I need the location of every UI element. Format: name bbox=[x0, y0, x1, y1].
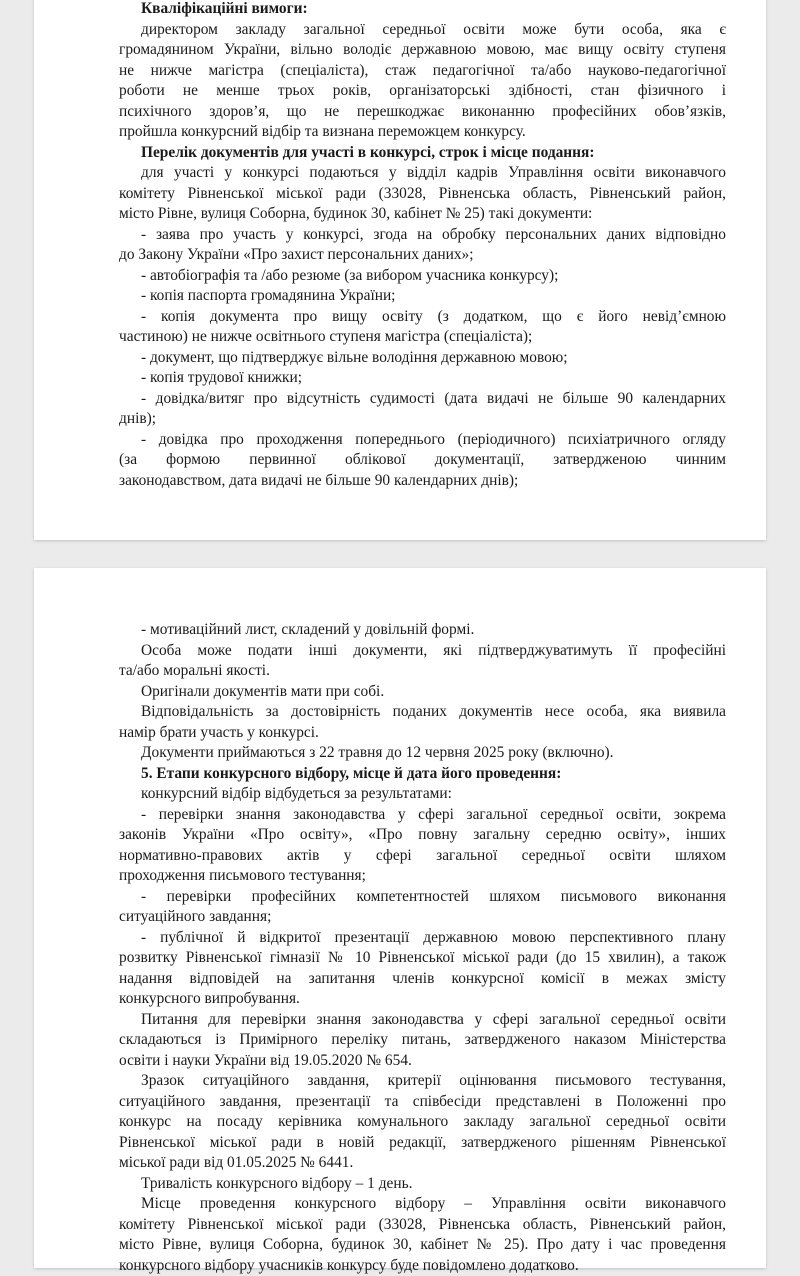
text-line: законодавством, дата видачі не більше 90 календарних днів); bbox=[119, 471, 726, 492]
text-line: - копія документа про вищу освіту (з додатком, що є його невід’ємною bbox=[119, 307, 726, 328]
text-line: - копія трудової книжки; bbox=[119, 368, 726, 389]
text-line: психічного здоров’я, що не перешкоджає виконанню професійних обов’язків, bbox=[119, 102, 726, 123]
text-line: конкурс на посаду керівника комунального закладу загальної середньої освіти bbox=[119, 1112, 726, 1133]
text-line: - довідка/витяг про відсутність судимості (дата видачі не більше 90 календарних bbox=[119, 389, 726, 410]
text-line: ситуаційного завдання; bbox=[119, 907, 726, 928]
text-line: нормативно-правових актів у сфері загальної середньої освіти шляхом bbox=[119, 846, 726, 867]
text-line: міської ради від 01.05.2025 № 6441. bbox=[119, 1153, 726, 1174]
page-2-text bbox=[119, 620, 726, 1276]
text-line: роботи не менше трьох років, організаторські здібності, стан фізичного і bbox=[119, 81, 726, 102]
text-line: Рівненської міської ради в новій редакції, затвердженого рішенням Рівненської bbox=[119, 1133, 726, 1154]
text-line: 5. Етапи конкурсного відбору, місце й дата його проведення: bbox=[119, 764, 726, 785]
text-line: складаються із Примірного переліку питань, затвердженого наказом Міністерства bbox=[119, 1030, 726, 1051]
text-line: Місце проведення конкурсного відбору – Управління освіти виконавчого bbox=[119, 1194, 726, 1215]
text-line: - перевірки знання законодавства у сфері загальної середньої освіти, зокрема bbox=[119, 805, 726, 826]
text-line: конкурсного відбору учасників конкурсу буде повідомлено додатково. bbox=[119, 1256, 726, 1276]
text-line: конкурсний відбір відбудеться за результатами: bbox=[119, 784, 726, 805]
text-line: (за формою первинної облікової документації, затвердженою чинним bbox=[119, 450, 726, 471]
text-line: та/або моральні якості. bbox=[119, 661, 726, 682]
text-line: - документ, що підтверджує вільне володіння державною мовою; bbox=[119, 348, 726, 369]
text-line: комітету Рівненської міської ради (33028, Рівненська область, Рівненський район, bbox=[119, 184, 726, 205]
text-line: Тривалість конкурсного відбору – 1 день. bbox=[119, 1174, 726, 1195]
text-line: для участі у конкурсі подаються у відділ кадрів Управління освіти виконавчого bbox=[119, 163, 726, 184]
text-line: Оригінали документів мати при собі. bbox=[119, 682, 726, 703]
text-line: частиною) не нижче освітнього ступеня магістра (спеціаліста); bbox=[119, 327, 726, 348]
text-line: місто Рівне, вулиця Соборна, будинок 30, кабінет № 25) такі документи: bbox=[119, 204, 726, 225]
text-line: намір брати участь у конкурсі. bbox=[119, 723, 726, 744]
text-line: комітету Рівненської міської ради (33028, Рівненська область, Рівненський район, bbox=[119, 1215, 726, 1236]
text-line: місто Рівне, вулиця Соборна, будинок 30, кабінет № 25). Про дату і час проведення bbox=[119, 1235, 726, 1256]
text-line: проходження письмового тестування; bbox=[119, 866, 726, 887]
page-1-text bbox=[119, 0, 726, 491]
text-line: днів); bbox=[119, 409, 726, 430]
text-line: Особа може подати інші документи, які підтверджуватимуть її професійні bbox=[119, 641, 726, 662]
text-line: - заява про участь у конкурсі, згода на обробку персональних даних відповідно bbox=[119, 225, 726, 246]
text-line: розвитку Рівненської гімназії № 10 Рівненської міської ради (до 15 хвилин), а також bbox=[119, 948, 726, 969]
text-line: - мотиваційний лист, складений у довільній формі. bbox=[119, 620, 726, 641]
text-line: громадянином України, вільно володіє державною мовою, має вищу освіту ступеня bbox=[119, 40, 726, 61]
text-line: - публічної й відкритої презентації державною мовою перспективного плану bbox=[119, 928, 726, 949]
text-line: до Закону України «Про захист персональних даних»; bbox=[119, 245, 726, 266]
document-page-2 bbox=[34, 568, 766, 1268]
text-line: Кваліфікаційні вимоги: bbox=[119, 0, 726, 20]
text-line: Відповідальність за достовірність поданих документів несе особа, яка виявила bbox=[119, 702, 726, 723]
text-line: Питання для перевірки знання законодавства у сфері загальної середньої освіти bbox=[119, 1010, 726, 1031]
text-line: - копія паспорта громадянина України; bbox=[119, 286, 726, 307]
document-page-1 bbox=[34, 0, 766, 540]
text-line: - довідка про проходження попереднього (періодичного) психіатричного огляду bbox=[119, 430, 726, 451]
text-line: ситуаційного завдання, презентації та співбесіди представлені в Положенні про bbox=[119, 1092, 726, 1113]
text-line: директором закладу загальної середньої освіти може бути особа, яка є bbox=[119, 20, 726, 41]
text-line: Зразок ситуаційного завдання, критерії оцінювання письмового тестування, bbox=[119, 1071, 726, 1092]
text-line: законів України «Про освіту», «Про повну загальну середню освіту», інших bbox=[119, 825, 726, 846]
text-line: пройшла конкурсний відбір та визнана переможцем конкурсу. bbox=[119, 122, 726, 143]
text-line: - автобіографія та /або резюме (за вибором учасника конкурсу); bbox=[119, 266, 726, 287]
text-line: надання відповідей на запитання членів конкурсної комісії в межах змісту bbox=[119, 969, 726, 990]
text-line: освіти і науки України від 19.05.2020 № 654. bbox=[119, 1051, 726, 1072]
text-line: конкурсного випробування. bbox=[119, 989, 726, 1010]
text-line: Документи приймаються з 22 травня до 12 червня 2025 року (включно). bbox=[119, 743, 726, 764]
text-line: - перевірки професійних компетентностей шляхом письмового виконання bbox=[119, 887, 726, 908]
text-line: Перелік документів для участі в конкурсі, строк і місце подання: bbox=[119, 143, 726, 164]
text-line: не нижче магістра (спеціаліста), стаж педагогічної та/або науково-педагогічної bbox=[119, 61, 726, 82]
